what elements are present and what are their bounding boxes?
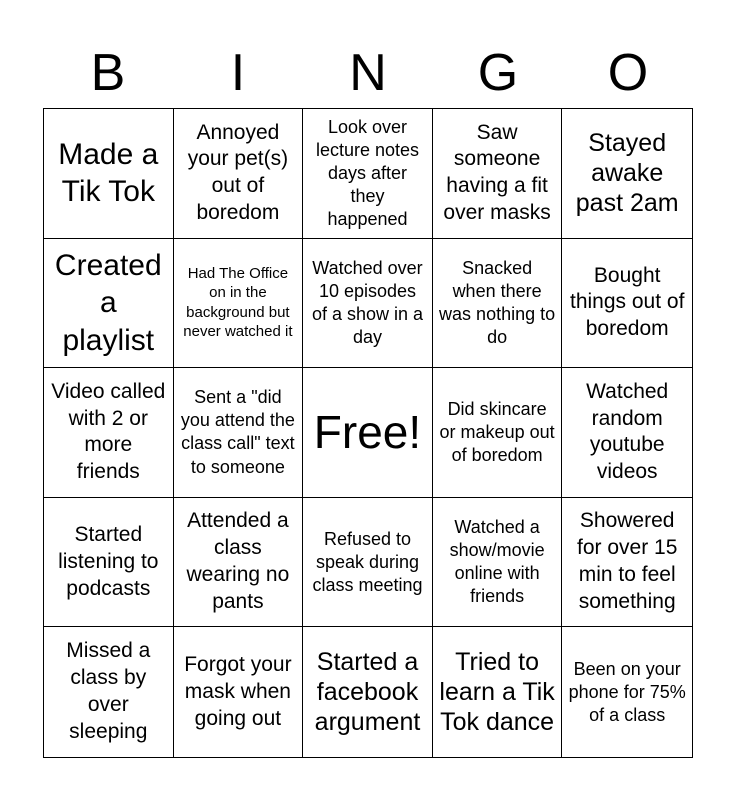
bingo-cell[interactable] [44,498,174,628]
bingo-cell[interactable] [44,109,174,239]
header-letter-n: N [349,44,387,102]
cell-text: Made a Tik Tok [58,137,159,209]
bingo-cell[interactable] [174,498,304,628]
cell-text: Watched over 10 episodes of a show in a day [311,257,424,347]
header-letter-i: I [230,44,246,102]
bingo-cell[interactable] [44,627,174,757]
bingo-cell[interactable] [174,627,304,757]
bingo-header [43,38,693,108]
bingo-cell[interactable] [303,627,433,757]
bingo-cell[interactable] [433,239,563,369]
bingo-cell[interactable] [303,109,433,239]
bingo-cell[interactable] [562,239,692,369]
cell-text: Stayed awake past 2am [575,129,679,218]
bingo-cell[interactable] [433,498,563,628]
cell-text: Video called with 2 or more friends [51,379,166,484]
header-letter-g: G [477,44,519,102]
cell-text: Look over lecture notes days after they happened [315,116,420,229]
bingo-cell[interactable] [562,368,692,498]
cell-text: Started a facebook argument [314,648,421,737]
cell-text: Did skincare or makeup out of boredom [439,398,555,465]
bingo-cell[interactable] [433,109,563,239]
bingo-cell[interactable] [562,498,692,628]
bingo-cell[interactable] [303,498,433,628]
cell-text: Bought things out of boredom [569,263,685,341]
cell-text: Refused to speak during class meeting [312,528,423,595]
cell-text: Started listening to podcasts [58,522,159,600]
free-space-cell[interactable] [303,368,433,498]
cell-text: Watched random youtube videos [586,379,669,484]
free-space-text: Free! [313,406,422,459]
bingo-cell[interactable] [433,627,563,757]
bingo-cell[interactable] [174,368,304,498]
header-letter-b: B [90,44,126,102]
cell-text: Snacked when there was nothing to do [439,257,556,347]
cell-text: Created a playlist [54,248,162,357]
cell-text: Been on your phone for 75% of a class [568,658,686,725]
cell-text: Missed a class by over sleeping [66,639,151,744]
cell-text: Forgot your mask when going out [184,652,292,730]
bingo-cell[interactable] [174,109,304,239]
bingo-cell[interactable] [433,368,563,498]
header-letter-o: O [607,44,649,102]
bingo-cell[interactable] [174,239,304,369]
cell-text: Sent a "did you attend the class call" text to someone [180,387,295,477]
cell-text: Showered for over 15 min to feel something [577,509,678,613]
bingo-cell[interactable] [303,239,433,369]
bingo-cell[interactable] [44,239,174,369]
bingo-card-grid [43,108,693,758]
bingo-cell[interactable] [562,627,692,757]
cell-text: Watched a show/movie online with friends [449,517,545,607]
bingo-cell[interactable] [44,368,174,498]
cell-text: Had The Office on in the background but never watched it [183,264,293,341]
cell-text: Saw someone having a fit over masks [443,120,551,225]
bingo-cell[interactable] [562,109,692,239]
cell-text: Annoyed your pet(s) out of boredom [187,120,289,225]
cell-text: Tried to learn a Tik Tok dance [439,648,555,737]
cell-text: Attended a class wearing no pants [186,509,290,613]
